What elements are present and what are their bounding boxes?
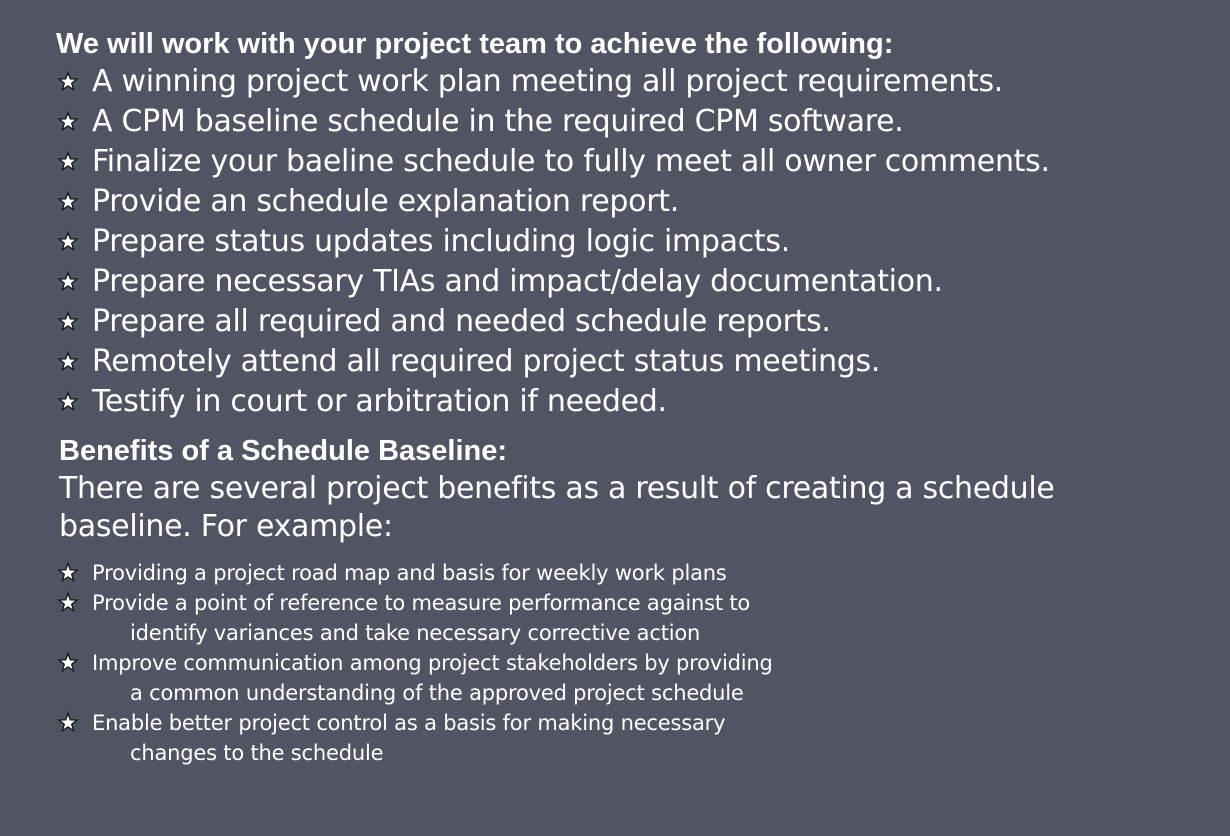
goals-list xyxy=(56,62,1050,422)
star-icon xyxy=(56,560,80,584)
goal-item xyxy=(56,182,1050,222)
benefit-text: Improve communication among project stakeholders by providing xyxy=(92,651,773,675)
goal-text: Provide an schedule explanation report. xyxy=(92,184,679,219)
goal-text: Prepare status updates including logic impacts. xyxy=(92,224,790,259)
benefit-text: Providing a project road map and basis for weekly work plans xyxy=(92,561,727,585)
benefit-text: Enable better project control as a basis for making necessary xyxy=(92,711,726,735)
benefit-line-1 xyxy=(56,588,773,618)
benefit-item xyxy=(56,588,773,648)
benefits-list xyxy=(56,558,773,768)
goal-text: Testify in court or arbitration if needed. xyxy=(92,384,667,419)
goal-item xyxy=(56,302,1050,342)
star-icon xyxy=(56,269,80,293)
star-icon xyxy=(56,349,80,373)
benefits-title-colon: : xyxy=(497,435,508,467)
star-icon xyxy=(56,389,80,413)
star-icon xyxy=(56,590,80,614)
benefit-line-1 xyxy=(56,558,773,588)
star-icon xyxy=(56,309,80,333)
goal-item xyxy=(56,262,1050,302)
star-icon xyxy=(56,109,80,133)
star-icon xyxy=(56,69,80,93)
star-icon xyxy=(56,149,80,173)
benefit-item xyxy=(56,558,773,588)
goal-text: A winning project work plan meeting all project requirements. xyxy=(92,64,1004,99)
benefit-text: Provide a point of reference to measure performance against to xyxy=(92,591,751,615)
benefit-line-1 xyxy=(56,708,773,738)
benefit-item xyxy=(56,648,773,708)
goal-item xyxy=(56,102,1050,142)
benefit-item xyxy=(56,708,773,768)
benefits-title xyxy=(59,432,507,470)
benefit-line-2: identify variances and take necessary corrective action xyxy=(130,621,701,645)
goal-text: Remotely attend all required project status meetings. xyxy=(92,344,881,379)
goal-item xyxy=(56,382,1050,422)
benefits-intro: There are several project benefits as a result of creating a schedule baseline. For example: xyxy=(59,471,1055,544)
star-icon xyxy=(56,229,80,253)
star-icon xyxy=(56,189,80,213)
benefit-line-1 xyxy=(56,648,773,678)
benefits-title-text: Benefits of a Schedule Baseline xyxy=(59,435,498,467)
goal-text: A CPM baseline schedule in the required CPM software. xyxy=(92,104,904,139)
benefit-line-2: a common understanding of the approved project schedule xyxy=(130,681,744,705)
goal-item xyxy=(56,142,1050,182)
star-icon xyxy=(56,650,80,674)
section-heading: We will work with your project team to achieve the following: xyxy=(56,28,894,60)
goal-item xyxy=(56,222,1050,262)
goal-text: Prepare necessary TIAs and impact/delay documentation. xyxy=(92,264,943,299)
goal-item xyxy=(56,62,1050,102)
benefit-line-2: changes to the schedule xyxy=(130,741,384,765)
goal-text: Finalize your baeline schedule to fully meet all owner comments. xyxy=(92,144,1050,179)
goal-text: Prepare all required and needed schedule reports. xyxy=(92,304,831,339)
goal-item xyxy=(56,342,1050,382)
star-icon xyxy=(56,710,80,734)
